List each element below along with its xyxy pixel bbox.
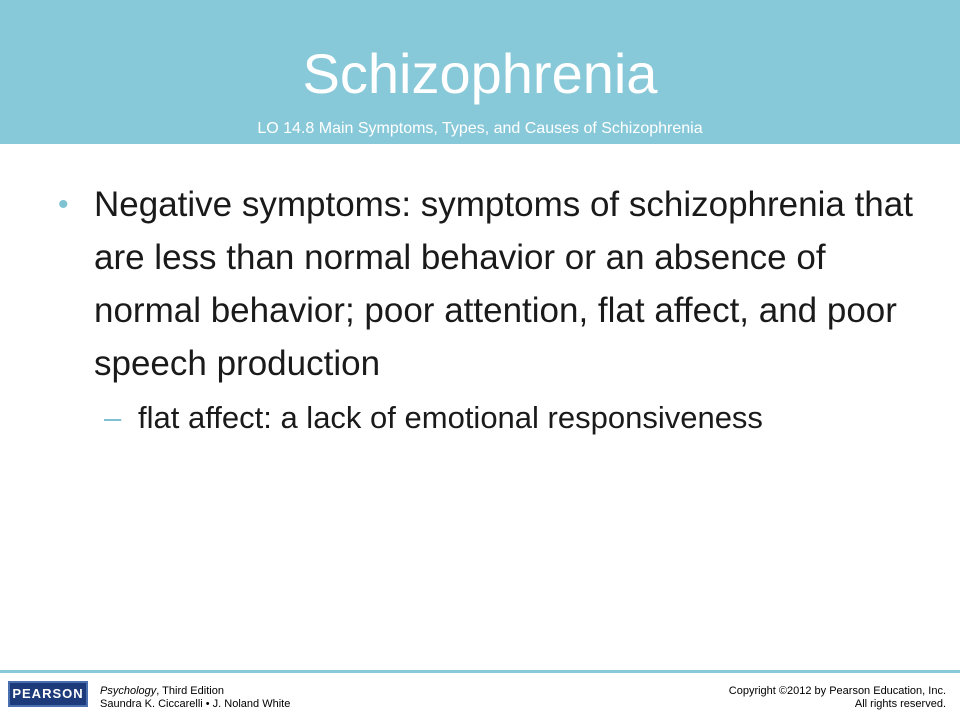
slide-subtitle: LO 14.8 Main Symptoms, Types, and Causes of Schizophrenia	[257, 120, 703, 137]
rights-text: All rights reserved.	[854, 698, 946, 710]
slide-header	[0, 0, 960, 144]
dash-icon: –	[104, 400, 122, 435]
pearson-logo: PEARSON	[8, 681, 88, 707]
book-edition: , Third Edition	[156, 685, 224, 697]
book-authors: Saundra K. Ciccarelli • J. Noland White	[100, 698, 291, 710]
slide-title: Schizophrenia	[302, 42, 658, 105]
copyright-notice	[729, 685, 946, 711]
slide-content	[58, 178, 918, 442]
book-citation	[100, 685, 290, 711]
book-title-line	[100, 685, 290, 698]
copyright-text: Copyright ©2012 by Pearson Education, Inc.	[728, 685, 946, 697]
footer-divider	[0, 670, 960, 673]
bullet-text: Negative symptoms: symptoms of schizophrenia that are less than normal behavior or an absence of normal behavior; poor attention, flat affect, and poor speech production	[94, 185, 913, 383]
sub-bullet-text: flat affect: a lack of emotional responsiveness	[138, 400, 763, 435]
book-title: Psychology	[100, 685, 157, 697]
bullet-item	[58, 178, 918, 390]
bullet-icon: •	[58, 188, 69, 221]
sub-bullet-item	[58, 394, 918, 442]
